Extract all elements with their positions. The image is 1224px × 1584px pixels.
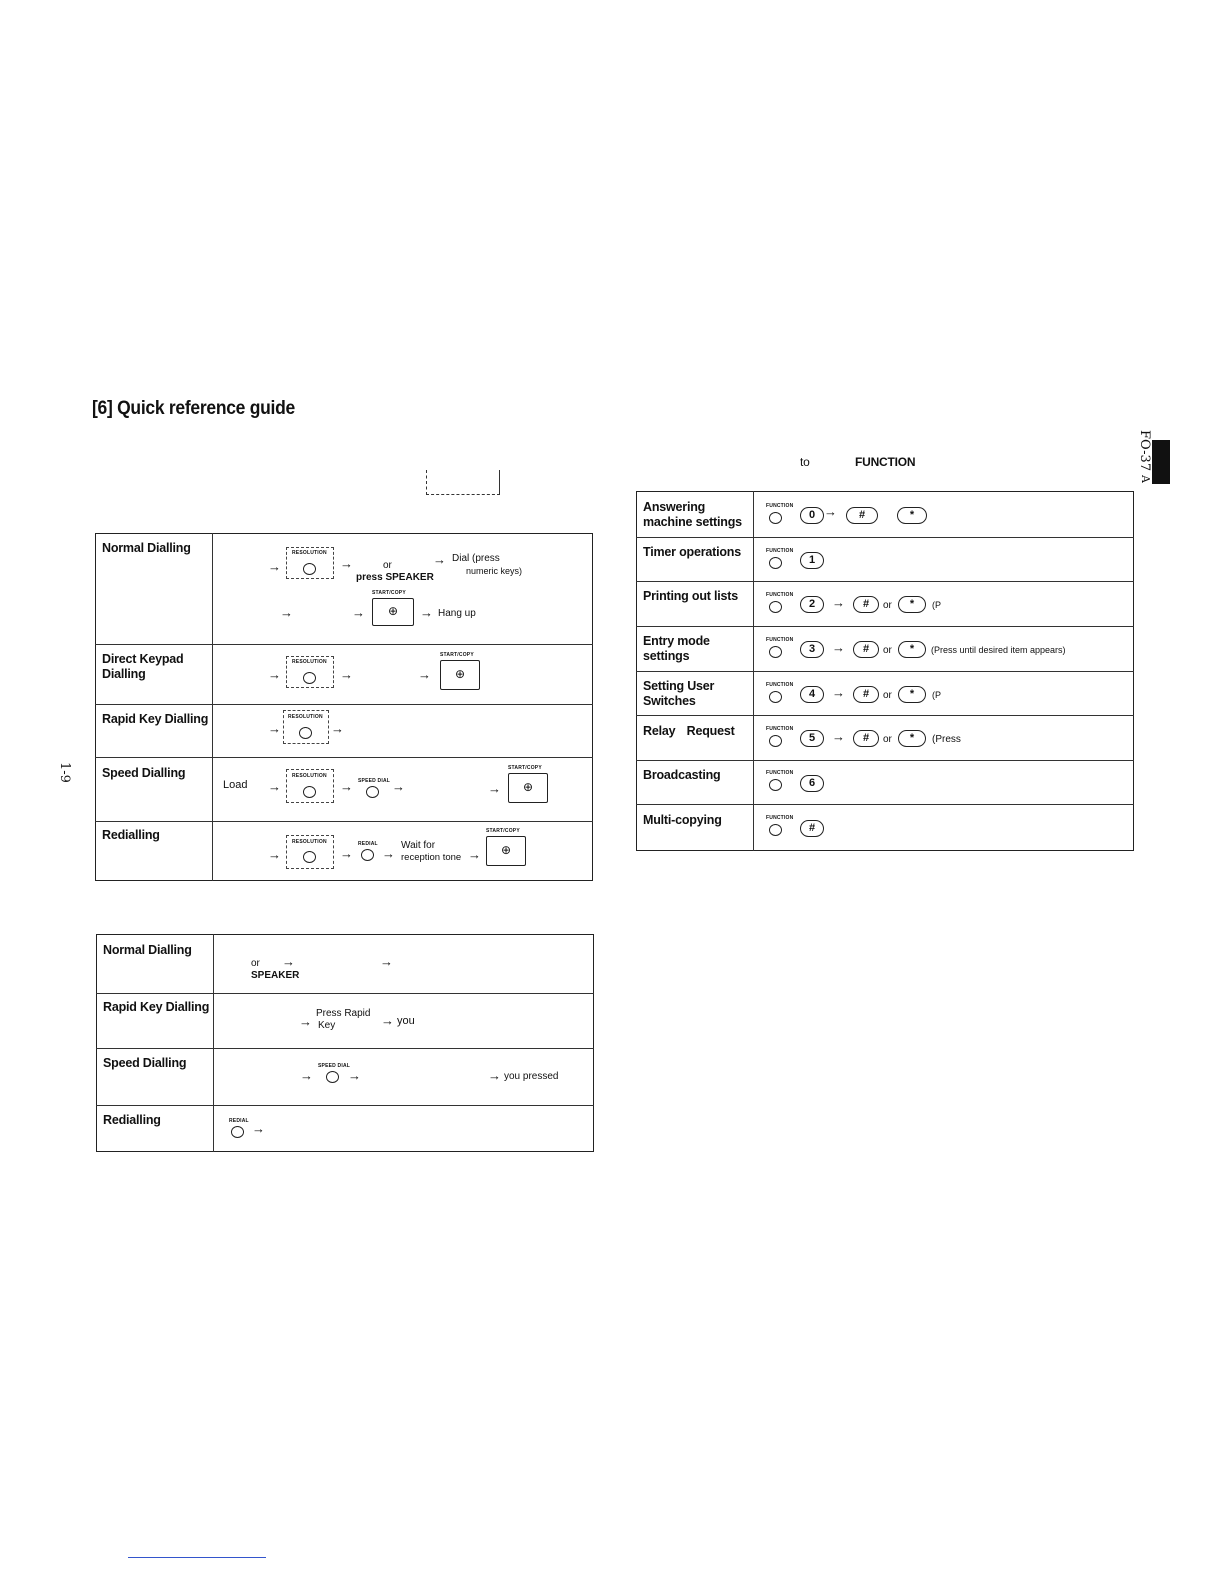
arrow-icon: → xyxy=(340,667,353,682)
redial-button[interactable] xyxy=(231,1126,244,1138)
arrow-icon: → xyxy=(331,721,344,736)
link-underline xyxy=(128,1557,266,1558)
press-rapid-text: Press Rapid xyxy=(316,1008,371,1019)
resolution-button[interactable] xyxy=(303,563,316,575)
resolution-button[interactable] xyxy=(299,727,312,739)
arrow-icon: → xyxy=(433,552,446,567)
arrow-icon: → xyxy=(382,846,395,861)
bracket-decoration xyxy=(426,470,500,495)
redial-label: REDIAL xyxy=(358,841,378,847)
table2-rule xyxy=(96,1105,594,1106)
arrow-icon: → xyxy=(268,847,281,862)
key-5[interactable]: 5 xyxy=(800,730,824,747)
function-button[interactable] xyxy=(769,735,782,747)
you-text: you xyxy=(397,1015,415,1027)
start-copy-label: START/COPY xyxy=(508,765,542,771)
side-tab-block xyxy=(1152,440,1170,484)
table2-divider xyxy=(213,934,214,1152)
key-text: Key xyxy=(318,1020,336,1031)
resolution-label: RESOLUTION xyxy=(288,714,323,720)
note-text: (Press until desired item appears) xyxy=(931,645,1066,655)
arrow-icon: → xyxy=(252,1121,265,1136)
table-row-label: Speed Dialling xyxy=(103,1056,187,1070)
resolution-label: RESOLUTION xyxy=(292,773,327,779)
table-row-label: Setting User Switches xyxy=(643,679,715,708)
arrow-icon: → xyxy=(381,1013,394,1028)
start-copy-label: START/COPY xyxy=(486,828,520,834)
function-label: FUNCTION xyxy=(766,637,794,643)
start-copy-label: START/COPY xyxy=(440,652,474,658)
header-function: FUNCTION xyxy=(855,455,916,469)
or-text: or xyxy=(883,734,892,745)
table1-divider xyxy=(212,533,213,881)
table3-rule xyxy=(636,626,1134,627)
table2-rule xyxy=(96,993,594,994)
start-copy-label: START/COPY xyxy=(372,590,406,596)
function-button[interactable] xyxy=(769,512,782,524)
table1-rule xyxy=(95,821,593,822)
arrow-icon: → xyxy=(340,846,353,861)
reception-tone-text: reception tone xyxy=(401,852,462,863)
resolution-button[interactable] xyxy=(303,672,316,684)
table3-rule xyxy=(636,715,1134,716)
table-row-label: Entry mode settings xyxy=(643,634,710,663)
function-button[interactable] xyxy=(769,646,782,658)
arrow-icon: → xyxy=(340,556,353,571)
function-label: FUNCTION xyxy=(766,726,794,732)
table3-rule xyxy=(636,581,1134,582)
arrow-icon: → xyxy=(300,1068,313,1083)
arrow-icon: → xyxy=(488,1068,501,1083)
table-row-label: Direct Keypad Dialling xyxy=(102,652,184,681)
speed-dial-label: SPEED DIAL xyxy=(358,778,391,784)
wait-for-text: Wait for xyxy=(401,840,436,851)
function-button[interactable] xyxy=(769,601,782,613)
start-copy-button[interactable]: ⊕ xyxy=(508,773,548,803)
arrow-icon: → xyxy=(268,779,281,794)
arrow-icon: → xyxy=(340,779,353,794)
key-hash[interactable]: # xyxy=(853,596,879,613)
key-3[interactable]: 3 xyxy=(800,641,824,658)
function-button[interactable] xyxy=(769,557,782,569)
table-row-label: Printing out lists xyxy=(643,589,739,603)
key-star[interactable]: * xyxy=(897,507,927,524)
arrow-icon: → xyxy=(348,1068,361,1083)
arrow-icon: → xyxy=(380,954,393,969)
table-row-label: Redialling xyxy=(103,1113,161,1127)
header-to: to xyxy=(800,455,810,469)
or-text: or xyxy=(883,600,892,611)
speed-dial-label: SPEED DIAL xyxy=(318,1063,351,1069)
load-text: Load xyxy=(223,779,248,791)
key-star[interactable]: * xyxy=(898,641,926,658)
function-button[interactable] xyxy=(769,779,782,791)
note-text: (P xyxy=(932,600,941,610)
key-hash[interactable]: # xyxy=(800,820,824,837)
side-model-label: FO-37 xyxy=(1137,430,1152,472)
key-4[interactable]: 4 xyxy=(800,686,824,703)
key-2[interactable]: 2 xyxy=(800,596,824,613)
table1-rule xyxy=(95,757,593,758)
resolution-button[interactable] xyxy=(303,851,316,863)
or-text: or xyxy=(251,958,260,969)
arrow-icon: → xyxy=(352,605,365,620)
key-hash[interactable]: # xyxy=(853,730,879,747)
table-row-label: Normal Dialling xyxy=(103,943,192,957)
redial-button[interactable] xyxy=(361,849,374,861)
table-quick-telephone xyxy=(96,934,594,1152)
arrow-icon: → xyxy=(392,779,405,794)
key-star[interactable]: * xyxy=(898,686,926,703)
table-row-label: Broadcasting xyxy=(643,768,721,782)
key-6[interactable]: 6 xyxy=(800,775,824,792)
or-text: or xyxy=(883,645,892,656)
table3-rule xyxy=(636,537,1134,538)
table2-rule xyxy=(96,1048,594,1049)
function-button[interactable] xyxy=(769,824,782,836)
speed-dial-button[interactable] xyxy=(366,786,379,798)
arrow-icon: → xyxy=(282,954,295,969)
note-text: (P xyxy=(932,690,941,700)
function-label: FUNCTION xyxy=(766,548,794,554)
table3-rule xyxy=(636,760,1134,761)
arrow-icon: → xyxy=(832,685,845,700)
key-1[interactable]: 1 xyxy=(800,552,824,569)
function-label: FUNCTION xyxy=(766,815,794,821)
start-copy-button[interactable]: ⊕ xyxy=(372,598,414,626)
arrow-icon: → xyxy=(299,1014,312,1029)
you-pressed-text: you pressed xyxy=(504,1071,559,1082)
or-text: or xyxy=(383,560,392,571)
press-speaker-text: press SPEAKER xyxy=(356,572,434,583)
arrow-icon: → xyxy=(418,667,431,682)
arrow-icon: → xyxy=(280,605,293,620)
table-row-label: Rapid Key Dialling xyxy=(103,1000,210,1014)
table-row-label: Speed Dialling xyxy=(102,766,186,780)
arrow-icon: → xyxy=(488,781,501,796)
dial-text: Dial (press xyxy=(452,553,500,564)
arrow-icon: → xyxy=(268,667,281,682)
redial-label: REDIAL xyxy=(229,1118,249,1124)
table-row-label: Timer operations xyxy=(643,545,741,559)
resolution-label: RESOLUTION xyxy=(292,550,327,556)
side-letter: A xyxy=(1139,475,1152,483)
table3-rule xyxy=(636,671,1134,672)
note-text: (Press xyxy=(932,734,961,745)
resolution-label: RESOLUTION xyxy=(292,659,327,665)
arrow-icon: → xyxy=(832,729,845,744)
table-row-label: Answering machine settings xyxy=(643,500,742,529)
arrow-icon: → xyxy=(824,504,837,519)
numeric-keys-text: numeric keys) xyxy=(466,566,523,576)
arrow-icon: → xyxy=(268,559,281,574)
key-hash[interactable]: # xyxy=(853,641,879,658)
key-0[interactable]: 0 xyxy=(800,507,824,524)
or-text: or xyxy=(883,690,892,701)
table-row-label: Relay Request xyxy=(643,724,735,738)
start-copy-button[interactable]: ⊕ xyxy=(486,836,526,866)
table3-rule xyxy=(636,804,1134,805)
key-hash[interactable]: # xyxy=(846,507,878,524)
start-copy-button[interactable]: ⊕ xyxy=(440,660,480,690)
key-hash[interactable]: # xyxy=(853,686,879,703)
page-number: 1-9 xyxy=(57,762,72,783)
table1-rule xyxy=(95,644,593,645)
table1-rule xyxy=(95,704,593,705)
arrow-icon: → xyxy=(268,721,281,736)
function-label: FUNCTION xyxy=(766,503,794,509)
arrow-icon: → xyxy=(420,605,433,620)
page-title: [6] Quick reference guide xyxy=(92,398,295,419)
function-label: FUNCTION xyxy=(766,592,794,598)
speaker-text: SPEAKER xyxy=(251,970,300,981)
function-label: FUNCTION xyxy=(766,682,794,688)
resolution-label: RESOLUTION xyxy=(292,839,327,845)
table-row-label: Redialling xyxy=(102,828,160,842)
table-row-label: Rapid Key Dialling xyxy=(102,712,209,726)
arrow-icon: → xyxy=(468,847,481,862)
key-star[interactable]: * xyxy=(898,596,926,613)
key-star[interactable]: * xyxy=(898,730,926,747)
table-row-label: Multi-copying xyxy=(643,813,722,827)
speed-dial-button[interactable] xyxy=(326,1071,339,1083)
arrow-icon: → xyxy=(832,640,845,655)
arrow-icon: → xyxy=(832,595,845,610)
function-label: FUNCTION xyxy=(766,770,794,776)
function-button[interactable] xyxy=(769,691,782,703)
table-row-label: Normal Dialling xyxy=(102,541,191,555)
resolution-button[interactable] xyxy=(303,786,316,798)
hang-up-text: Hang up xyxy=(438,608,476,619)
